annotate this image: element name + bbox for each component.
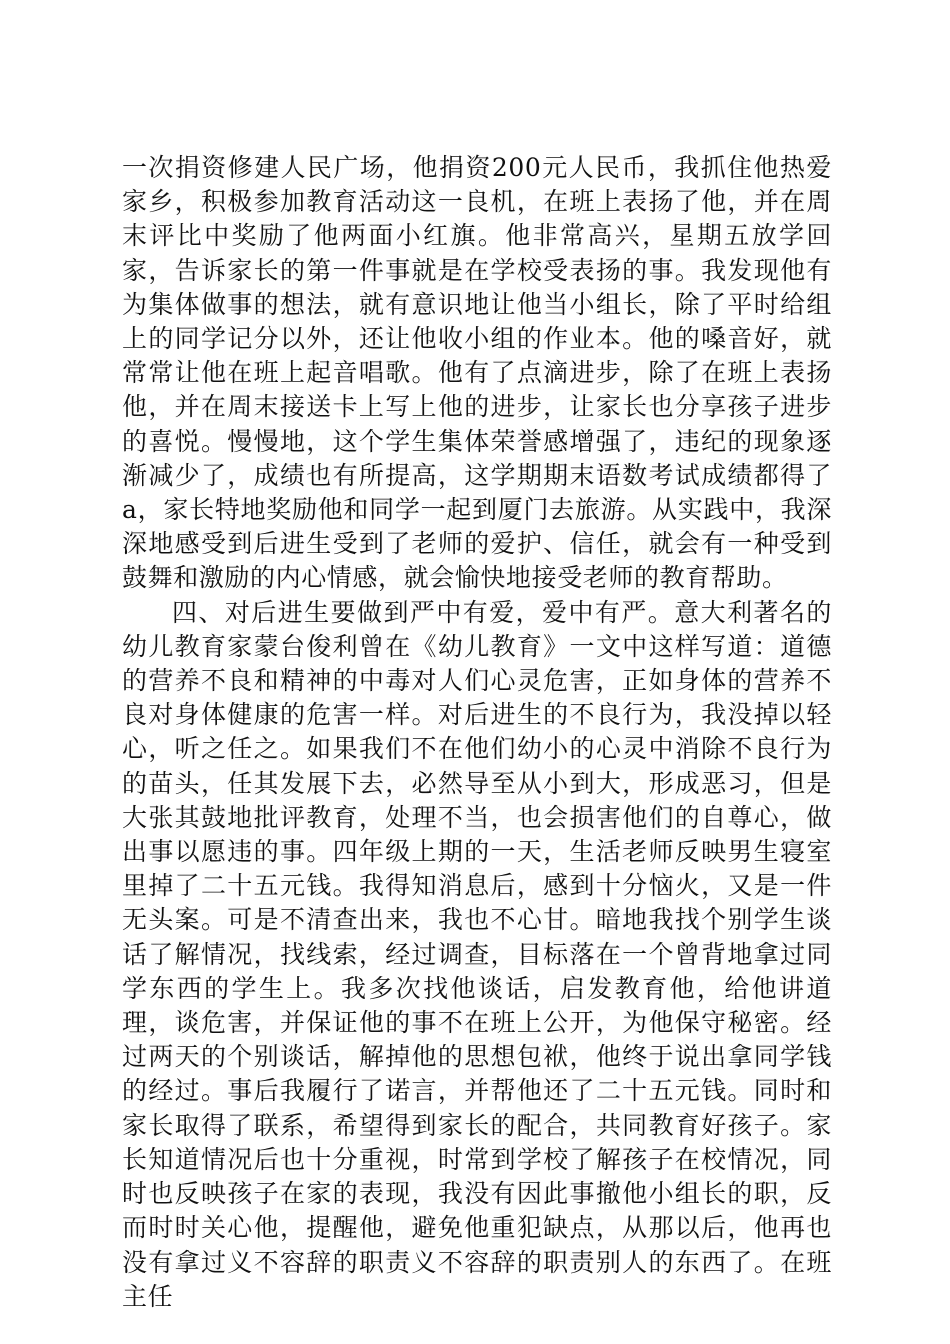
paragraph-continued: 一次捐资修建人民广场，他捐资200元人民币，我抓住他热爱家乡，积极参加教育活动这一良机，在班上表扬了他，并在周末评比中奖励了他两面小红旗。他非常高兴，星期五放学回家，告诉家长的第一件事就是在学校受表扬的事。我发现他有为集体做事的想法，就有意识地让他当小组长，除了平时给组上的同学记分以外，还让他收小组的作业本。他的嗓音好，就常常让他在班上起音唱歌。他有了点滴进步，除了在班上表扬他，并在周末接送卡上写上他的进步，让家长也分享孩子进步的喜悦。慢慢地，这个学生集体荣誉感增强了，违纪的现象逐渐减少了，成绩也有所提高，这学期期末语数考试成绩都得了a，家长特地奖励他和同学一起到厦门去旅游。从实践中，我深深地感受到后进生受到了老师的爱护、信任，就会有一种受到鼓舞和激励的内心情感，就会愉快地接受老师的教育帮助。 (122, 153, 832, 593)
document-page (122, 151, 832, 1314)
paragraph-section-four: 四、对后进生要做到严中有爱，爱中有严。意大利著名的幼儿教育家蒙台俊利曾在《幼儿教育》一文中这样写道：道德的营养不良和精神的中毒对人们心灵危害，正如身体的营养不良对身体健康的危害一样。对后进生的不良行为，我没掉以轻心，听之任之。如果我们不在他们幼小的心灵中消除不良行为的苗头，任其发展下去，必然导至从小到大，形成恶习，但是大张其鼓地批评教育，处理不当，也会损害他们的自尊心，做出事以愿违的事。四年级上期的一天，生活老师反映男生寝室里掉了二十五元钱。我得知消息后，感到十分恼火，又是一件无头案。可是不清查出来，我也不心甘。暗地我找个别学生谈话了解情况，找线索，经过调查，目标落在一个曾背地拿过同学东西的学生上。我多次找他谈话，启发教育他，给他讲道理，谈危害，并保证他的事不在班上公开，为他保守秘密。经过两天的个别谈话，解掉他的思想包袱，他终于说出拿同学钱的经过。事后我履行了诺言，并帮他还了二十五元钱。同时和家长取得了联系，希望得到家长的配合，共同教育好孩子。家长知道情况后也十分重视，时常到学校了解孩子在校情况，同时也反映孩子在家的表现，我没有因此事撤他小组长的职，反而时时关心他，提醒他，避免他重犯缺点，从那以后，他再也没有拿过义不容辞的职责义不容辞的职责别人的东西了。在班主任 (122, 597, 832, 1311)
